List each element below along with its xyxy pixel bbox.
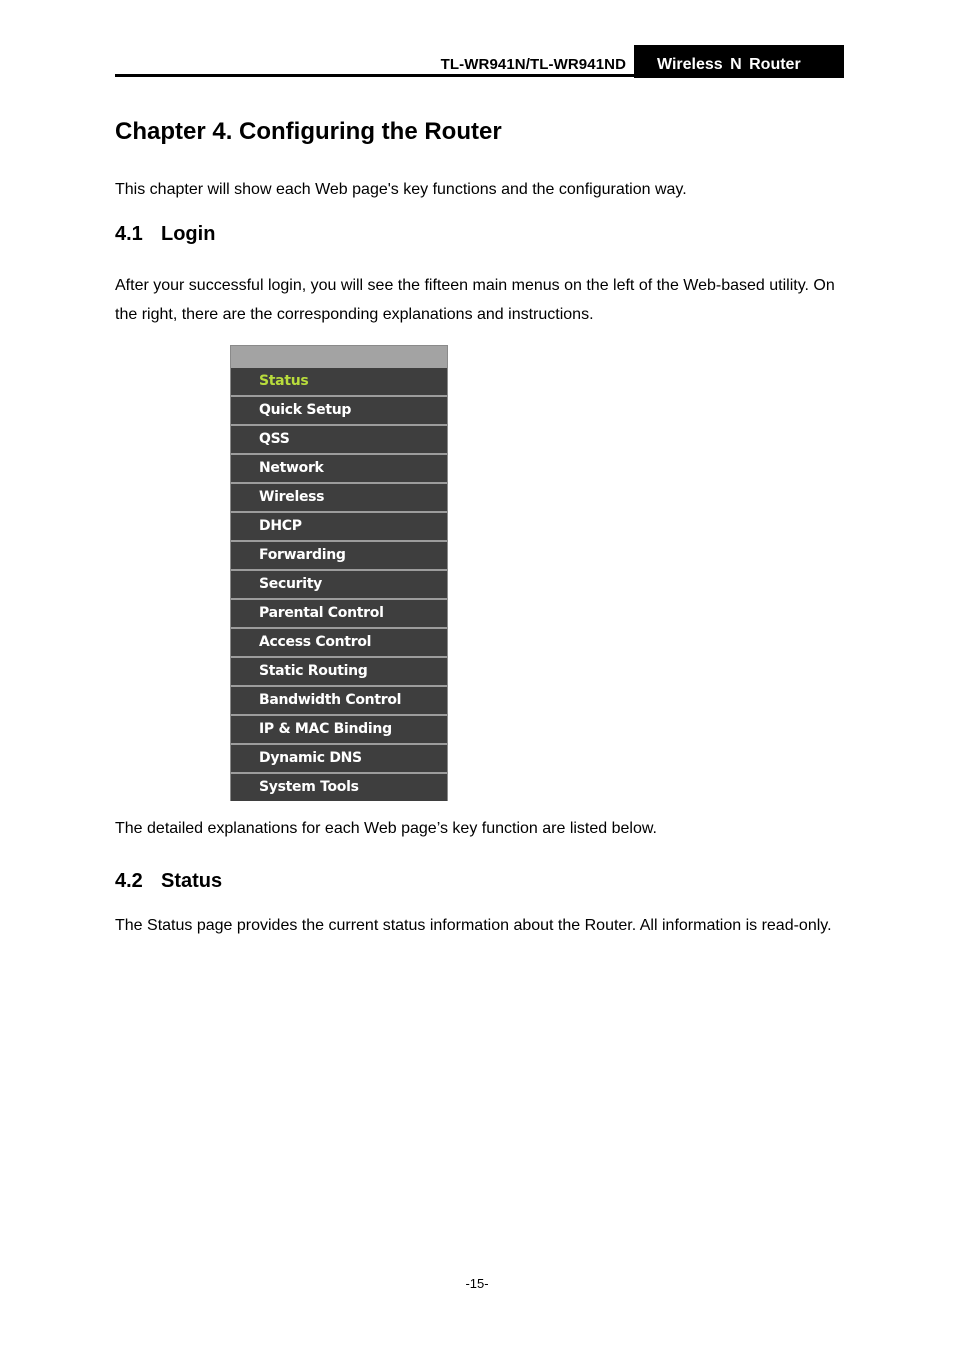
menu-item-access-control[interactable]: Access Control [231,629,447,656]
menu-item-bandwidth-control[interactable]: Bandwidth Control [231,687,447,714]
menu-item-wireless[interactable]: Wireless [231,484,447,511]
menu-item-status[interactable]: Status [231,368,447,395]
chapter-intro: This chapter will show each Web page's key functions and the configuration way. [115,181,687,198]
header-model-name: TL-WR941N/TL-WR941ND [440,56,626,73]
menu-item-network[interactable]: Network [231,455,447,482]
page-number: -15- [465,1276,489,1291]
header-rule [115,74,844,77]
menu-item-forwarding[interactable]: Forwarding [231,542,447,569]
chapter-title: Chapter 4. Configuring the Router [115,118,502,145]
menu-item-qss[interactable]: QSS [231,426,447,453]
menu-item-security[interactable]: Security [231,571,447,598]
section-title: Login [161,223,216,245]
status-paragraph: The Status page provides the current status information about the Router. All information is read-only. [115,917,832,934]
section-heading-login [115,223,215,246]
menu-item-dhcp[interactable]: DHCP [231,513,447,540]
menu-item-parental-control[interactable]: Parental Control [231,600,447,627]
main-menu-screenshot [230,345,448,801]
after-menu-paragraph: The detailed explanations for each Web page’s key function are listed below. [115,820,657,837]
section-number: 4.2 [115,870,143,892]
menu-top-bar [231,346,447,368]
menu-list [231,368,447,801]
header-product-name: Wireless N Router [634,45,844,78]
menu-item-ip-mac-binding[interactable]: IP & MAC Binding [231,716,447,743]
menu-item-system-tools[interactable]: System Tools [231,774,447,801]
menu-item-dynamic-dns[interactable]: Dynamic DNS [231,745,447,772]
section-number: 4.1 [115,223,143,245]
menu-item-quick-setup[interactable]: Quick Setup [231,397,447,424]
login-paragraph: After your successful login, you will see the fifteen main menus on the left of the Web-based utility. On the right, there are the corresponding explanations and instructions. [115,277,835,323]
menu-item-static-routing[interactable]: Static Routing [231,658,447,685]
section-title: Status [161,870,223,892]
section-heading-status [115,870,222,893]
